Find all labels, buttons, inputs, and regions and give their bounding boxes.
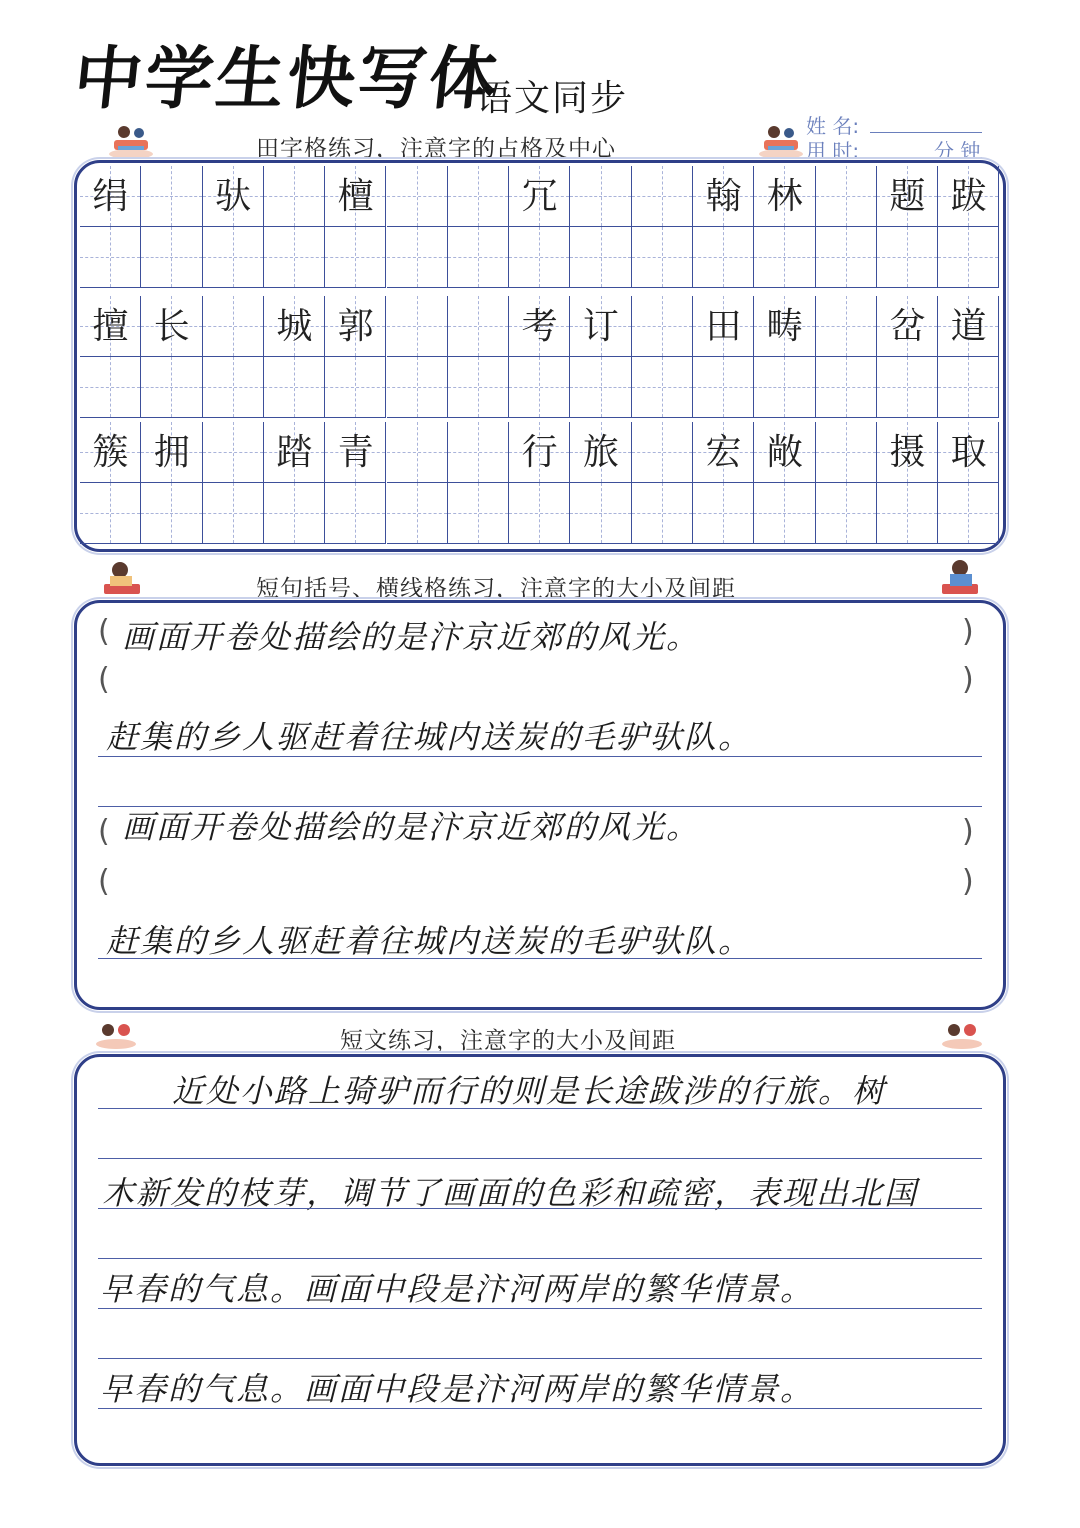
time-label: 用 时: [806, 139, 860, 163]
tianzige-cell [264, 357, 325, 418]
tianzige-cell [570, 227, 631, 288]
tianzige-cell [387, 296, 448, 357]
tianzige-cell [387, 422, 448, 483]
practice-character: 城 [276, 306, 313, 347]
open-paren: ( [98, 614, 110, 649]
tianzige-cell [693, 227, 754, 288]
handwriting-line: 赶集的乡人驱赶着往城内送炭的毛驴驮队。 [106, 922, 753, 960]
kids-playing-illustration-icon [94, 1018, 138, 1052]
tianzige-cell [141, 166, 202, 227]
tianzige-cell [509, 483, 570, 544]
tianzige-cell [203, 422, 264, 483]
tianzige-cell [632, 422, 693, 483]
tianzige-cell [141, 483, 202, 544]
name-label: 姓 名: [806, 114, 860, 138]
section2-heading: 短句括号、横线格练习，注意字的大小及间距 [256, 576, 736, 602]
tianzige-cell [80, 227, 141, 288]
writing-rule [98, 1358, 982, 1359]
tianzige-cell [816, 296, 877, 357]
kids-reading-illustration-icon [106, 120, 156, 162]
tianzige-cell [816, 483, 877, 544]
practice-character: 拥 [153, 432, 190, 473]
close-paren: ) [962, 814, 974, 849]
practice-character: 田 [705, 306, 742, 347]
practice-character: 林 [766, 176, 803, 217]
tianzige-cell [877, 483, 938, 544]
tianzige-cell [632, 483, 693, 544]
handwriting-line: 赶集的乡人驱赶着往城内送炭的毛驴驮队。 [106, 718, 753, 756]
tianzige-cell [754, 357, 815, 418]
open-paren: ( [98, 662, 110, 697]
tianzige-cell [938, 483, 999, 544]
practice-character: 青 [337, 432, 374, 473]
tianzige-cell [632, 166, 693, 227]
tianzige-cell [141, 227, 202, 288]
name-field[interactable] [870, 132, 982, 133]
tianzige-cell [325, 227, 386, 288]
page-title: 中学生快写体 [69, 40, 505, 119]
minutes-label: 分 钟 [934, 139, 981, 163]
tianzige-cell [264, 166, 325, 227]
handwriting-line: 木新发的枝芽，调节了画面的色彩和疏密，表现出北国 [102, 1174, 919, 1212]
close-paren: ) [962, 614, 974, 649]
practice-character: 郭 [337, 306, 374, 347]
tianzige-cell [141, 357, 202, 418]
open-paren: ( [98, 864, 110, 899]
tianzige-cell [754, 483, 815, 544]
practice-character: 考 [521, 306, 558, 347]
section3-heading: 短文练习，注意字的大小及间距 [340, 1028, 676, 1054]
practice-character: 题 [889, 176, 926, 217]
tianzige-cell [754, 227, 815, 288]
tianzige-cell [448, 296, 509, 357]
writing-rule [98, 1108, 982, 1109]
kids-reading-illustration-icon [756, 120, 806, 162]
tianzige-cell [80, 483, 141, 544]
practice-character: 取 [950, 432, 987, 473]
tianzige-cell [203, 296, 264, 357]
page-subtitle: 语文同步 [476, 78, 629, 119]
tianzige-cell [938, 357, 999, 418]
practice-character: 翰 [705, 176, 742, 217]
tianzige-cell [387, 483, 448, 544]
open-paren: ( [98, 814, 110, 849]
tianzige-cell [632, 296, 693, 357]
section1-heading: 田字格练习，注意字的占格及中心 [256, 136, 616, 162]
writing-rule [98, 1208, 982, 1209]
handwriting-line: 画面开卷处描绘的是汴京近郊的风光。 [122, 808, 701, 846]
tianzige-cell [448, 422, 509, 483]
tianzige-cell [448, 166, 509, 227]
child-reading-illustration-icon [938, 556, 982, 598]
writing-rule [98, 756, 982, 757]
tianzige-cell [325, 483, 386, 544]
writing-rule [98, 1158, 982, 1159]
kids-playing-illustration-icon [940, 1018, 984, 1052]
practice-character: 长 [153, 306, 190, 347]
practice-character: 冗 [521, 176, 558, 217]
tianzige-cell [938, 227, 999, 288]
practice-character: 订 [582, 306, 619, 347]
practice-character: 摄 [889, 432, 926, 473]
writing-rule [98, 1258, 982, 1259]
tianzige-cell [448, 227, 509, 288]
handwriting-line: 近处小路上骑驴而行的则是长途跋涉的行旅。树 [172, 1072, 887, 1110]
writing-rule [98, 958, 982, 959]
tianzige-cell [877, 357, 938, 418]
tianzige-cell [693, 483, 754, 544]
tianzige-cell [264, 483, 325, 544]
practice-character: 畴 [766, 306, 803, 347]
practice-character: 绢 [92, 176, 129, 217]
practice-character: 行 [521, 432, 558, 473]
practice-character: 宏 [705, 432, 742, 473]
practice-character: 擅 [92, 306, 129, 347]
close-paren: ) [962, 864, 974, 899]
practice-character: 檀 [337, 176, 374, 217]
tianzige-cell [816, 166, 877, 227]
practice-character: 旅 [582, 432, 619, 473]
tianzige-cell [570, 166, 631, 227]
tianzige-cell [509, 227, 570, 288]
practice-character: 跋 [950, 176, 987, 217]
tianzige-cell [570, 483, 631, 544]
practice-character: 簇 [92, 432, 129, 473]
tianzige-cell [816, 422, 877, 483]
practice-character: 岔 [889, 306, 926, 347]
writing-rule [98, 1308, 982, 1309]
tianzige-cell [570, 357, 631, 418]
practice-character: 敞 [766, 432, 803, 473]
handwriting-line: 早春的气息。画面中段是汴河两岸的繁华情景。 [100, 1370, 815, 1408]
tianzige-cell [203, 357, 264, 418]
tianzige-cell [80, 357, 141, 418]
tianzige-cell [632, 357, 693, 418]
tianzige-cell [448, 357, 509, 418]
tianzige-cell [387, 166, 448, 227]
tianzige-cell [816, 227, 877, 288]
child-reading-illustration-icon [100, 558, 144, 598]
writing-rule [98, 1408, 982, 1409]
tianzige-cell [632, 227, 693, 288]
handwriting-line: 早春的气息。画面中段是汴河两岸的繁华情景。 [100, 1270, 815, 1308]
handwriting-line: 画面开卷处描绘的是汴京近郊的风光。 [122, 618, 701, 656]
tianzige-cell [816, 357, 877, 418]
tianzige-cell [693, 357, 754, 418]
tianzige-cell [509, 357, 570, 418]
practice-character: 道 [950, 306, 987, 347]
tianzige-cell [325, 357, 386, 418]
tianzige-cell [387, 227, 448, 288]
practice-character: 踏 [276, 432, 313, 473]
tianzige-cell [264, 227, 325, 288]
tianzige-cell [448, 483, 509, 544]
tianzige-cell [203, 227, 264, 288]
tianzige-grid [80, 166, 1000, 544]
tianzige-cell [203, 483, 264, 544]
tianzige-cell [877, 227, 938, 288]
practice-character: 驮 [215, 176, 252, 217]
tianzige-cell [387, 357, 448, 418]
close-paren: ) [962, 662, 974, 697]
